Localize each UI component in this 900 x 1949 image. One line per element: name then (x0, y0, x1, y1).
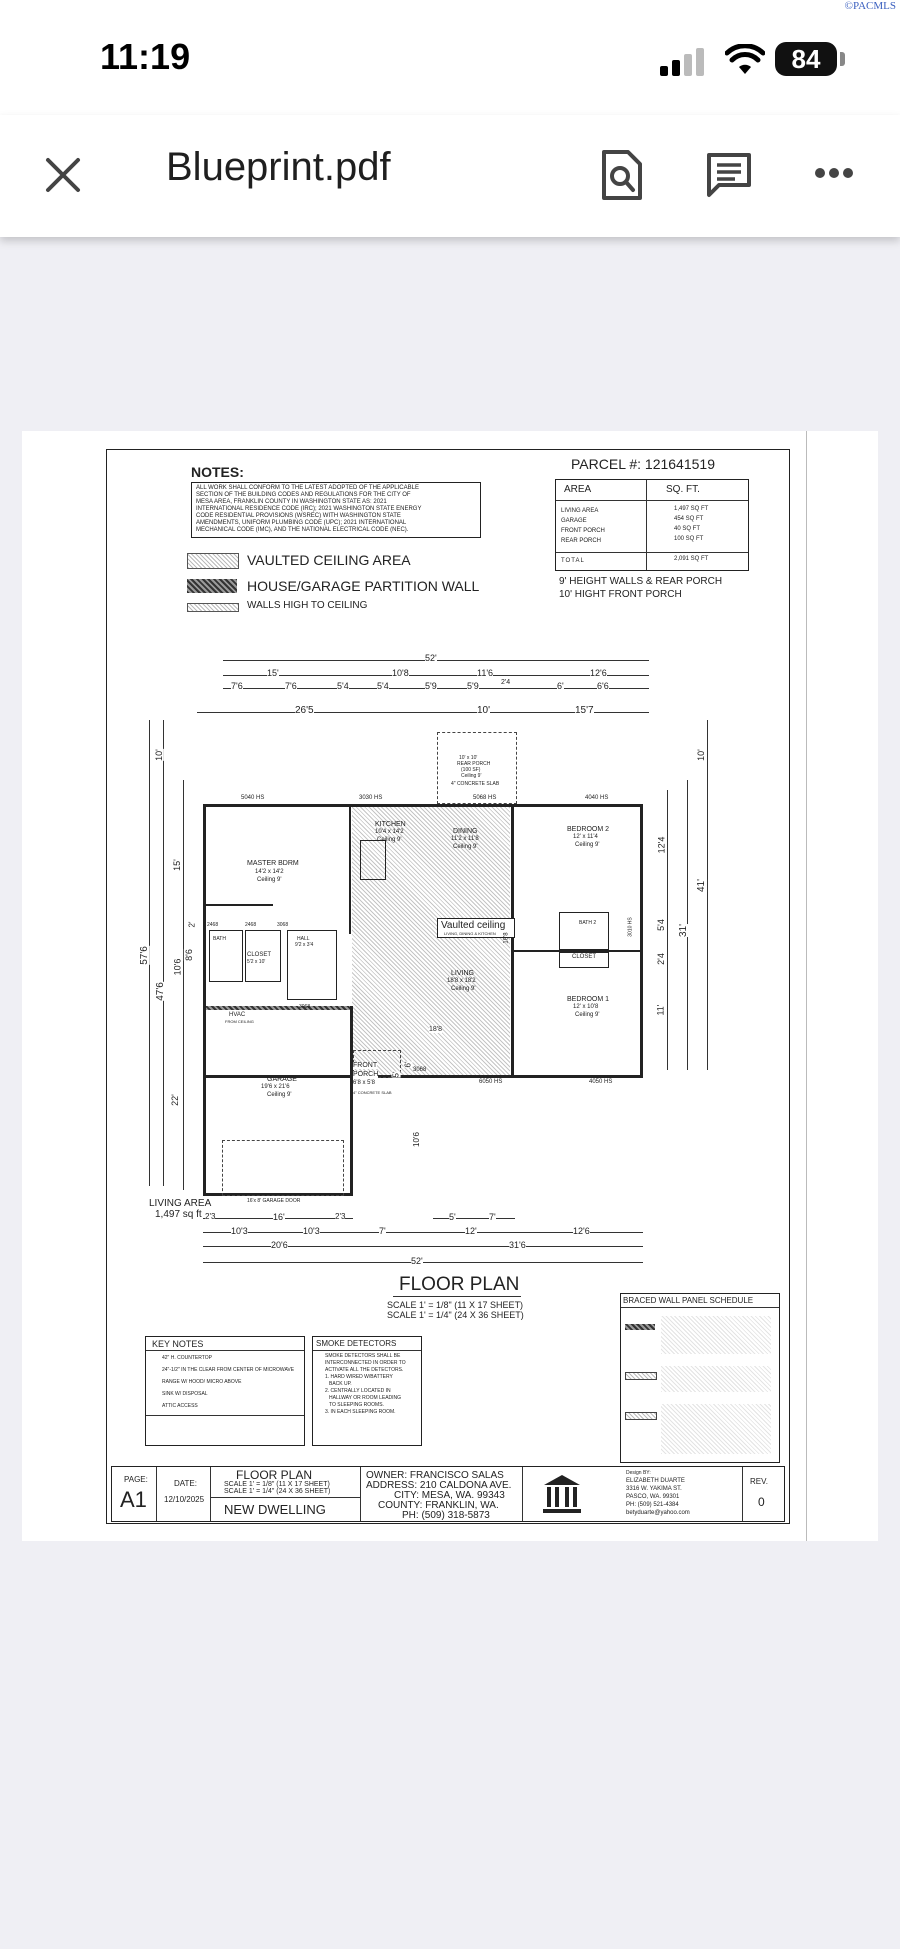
dim-line-bottom-3 (203, 1246, 643, 1247)
dim-line-bottom-overall (203, 1262, 643, 1263)
clock: 11:19 (100, 36, 191, 77)
dim-top-1: 10'8 (392, 668, 409, 678)
dim-right: 11' (655, 1004, 666, 1016)
dim-line-left-inner (183, 780, 184, 1190)
dim-bottom-1: 16' (273, 1212, 285, 1222)
dim-line-bottom-porch (433, 1218, 515, 1219)
dim-right: 41' (696, 878, 708, 893)
dim-bottom-1: 2'3 (205, 1212, 216, 1221)
living-area-value: 1,497 sq ft (155, 1209, 202, 1220)
floor-plan-title: FLOOR PLAN (399, 1274, 520, 1295)
floor-plan-scale: SCALE 1' = 1/8" (11 X 17 SHEET) (387, 1300, 524, 1310)
dim-top-3: 10' (477, 705, 491, 716)
smoke-title-rule (313, 1350, 421, 1351)
dim-top-2: 7'6 (231, 681, 243, 691)
dim-left: 22' (169, 1094, 180, 1106)
sheet-scale: SCALE 1' = 1/4" (24 X 36 SHEET) (224, 1488, 331, 1495)
rear-porch-label: REAR PORCH (457, 761, 491, 767)
smoke-line: SMOKE DETECTORS SHALL BE (325, 1353, 401, 1359)
room-bedroom2-size: 12' x 11'4 (573, 834, 598, 840)
dim-bottom-1: 2'3 (335, 1212, 346, 1221)
key-note: 24"-1/2" IN THE CLEAR FROM CENTER OF MICROWAVE (162, 1367, 295, 1373)
room-master-ceiling: Ceiling 9' (257, 877, 282, 883)
room-front-porch-label: PORCH (353, 1071, 379, 1078)
smoke-line: 2. CENTRALLY LOCATED IN (325, 1388, 391, 1394)
dim-inner: 18'8 (503, 932, 510, 944)
closet-left-label: CLOSET (247, 952, 272, 958)
sqft-header: SQ. FT. (666, 484, 700, 495)
wifi-icon (725, 44, 765, 76)
notes-line: SECTION OF THE BUILDING CODES AND REGULATIONS FOR THE CITY OF (196, 492, 411, 498)
dim-top-2: 7'6 (285, 681, 297, 691)
braced-swatch-1 (625, 1324, 655, 1330)
dim-bottom-2: 10'3 (303, 1226, 320, 1236)
room-bedroom2-ceiling: Ceiling 9' (575, 842, 600, 848)
dim-left: 10'6 (172, 958, 183, 976)
dim-left: 2' (187, 921, 197, 928)
smoke-line: HALLWAY OR ROOM LEADING (329, 1395, 402, 1401)
room-bedroom1-ceiling: Ceiling 9' (575, 1012, 600, 1018)
room-living-label: LIVING (451, 970, 474, 977)
rev-value: 0 (758, 1495, 765, 1509)
hvac-label: HVAC (229, 1012, 246, 1018)
dim-top-2: 5'9 (467, 681, 479, 691)
garage-door (222, 1140, 344, 1196)
address: ADDRESS: 210 CALDONA AVE. (366, 1480, 512, 1491)
partition-legend-swatch (187, 579, 237, 593)
wall-living-bedrooms (511, 804, 514, 1078)
wall-master-bottom (203, 904, 273, 906)
room-master-label: MASTER BDRM (247, 860, 299, 867)
dim-bottom-3: 31'6 (509, 1240, 526, 1250)
room-bedroom2-label: BEDROOM 2 (567, 826, 610, 833)
notes-line: ALL WORK SHALL CONFORM TO THE LATEST ADOPTED OF THE APPLICABLE (196, 485, 419, 491)
watermark: ©PACMLS (844, 0, 896, 12)
window-tag: 3010 HS (627, 917, 634, 937)
sheet-scale: SCALE 1' = 1/8" (11 X 17 SHEET) (224, 1481, 330, 1488)
dim-right: 2'4 (655, 953, 666, 965)
designer-line: 3316 W. YAKIMA ST. (626, 1486, 682, 1492)
living-area-label: LIVING AREA (149, 1198, 212, 1209)
owner: OWNER: FRANCISCO SALAS (366, 1470, 504, 1481)
designer-line: Design BY: (626, 1470, 651, 1476)
braced-title-rule (621, 1307, 779, 1308)
hall-size: 9'2 x 3'4 (295, 942, 314, 948)
area-header-rule (556, 500, 748, 501)
dim-bottom-porch: 7' (489, 1212, 496, 1222)
smoke-line: ACTIVATE ALL THE DETECTORS. (325, 1367, 404, 1373)
key-notes-footer-rule (146, 1415, 304, 1416)
window-tag: 6050 HS (479, 1079, 503, 1085)
area-header: AREA (564, 484, 592, 495)
area-row-value: 100 SQ FT (674, 536, 704, 542)
room-garage-size: 19'6 x 21'6 (261, 1084, 290, 1090)
smoke-line: 3. IN EACH SLEEPING ROOM. (325, 1409, 396, 1415)
title-divider (522, 1467, 523, 1521)
closet-left-size: 5'2 x 10' (247, 959, 266, 965)
notes-line: INTERNATIONAL RESIDENCE CODE (IRC); 2021 WASHINGTON STATE ENERGY (196, 506, 422, 512)
bath2-box (559, 912, 609, 950)
dim-left: 10' (153, 749, 164, 761)
floor-plan-underline (393, 1296, 521, 1297)
document-title: Blueprint.pdf (166, 145, 391, 189)
dim-right: 31' (678, 923, 690, 938)
room-garage-ceiling: Ceiling 9' (267, 1092, 292, 1098)
close-icon[interactable] (42, 154, 84, 196)
area-row-value: 454 SQ FT (674, 516, 704, 522)
braced-notes-2 (661, 1366, 771, 1392)
designer-line: betyduarte@yahoo.com (626, 1510, 690, 1516)
title-block (111, 1466, 785, 1522)
parcel-number: PARCEL #: 121641519 (571, 456, 715, 472)
rear-porch-label: (100 SF) (461, 767, 481, 773)
dim-bottom-2: 12'6 (573, 1226, 590, 1236)
key-note: ATTIC ACCESS (162, 1403, 198, 1409)
room-bedroom1-label: BEDROOM 1 (567, 996, 610, 1003)
dim-bottom-2: 12' (465, 1226, 477, 1236)
area-col-divider (646, 480, 647, 570)
hall-box (287, 930, 337, 1000)
phone: PH: (509) 318-5873 (402, 1510, 490, 1521)
dim-bottom-3: 20'6 (271, 1240, 288, 1250)
key-notes-rule (146, 1350, 304, 1351)
dim-top-overall: 52' (425, 653, 437, 663)
wall-master-kitchen (349, 804, 351, 934)
dim-top-1: 11'6 (477, 668, 494, 678)
front-slab-label: 4" CONCRETE SLAB (353, 1090, 392, 1095)
notes-line: MECHANICAL CODE (IMC), AND THE NATIONAL ELECTRICAL CODE (NEC). (196, 527, 409, 533)
area-row-label: FRONT PORCH (561, 528, 605, 534)
window-tag: 5040 HS (241, 795, 265, 801)
room-living-ceiling: Ceiling 9' (451, 986, 476, 992)
height-note: 10' HIGHT FRONT PORCH (559, 589, 682, 600)
room-bedroom1-size: 12' x 10'8 (573, 1004, 599, 1010)
room-garage-label: GARAGE (267, 1076, 297, 1083)
garage-door-label: 16'x 8' GARAGE DOOR (247, 1198, 301, 1204)
walls-high-legend-label: WALLS HIGH TO CEILING (247, 600, 368, 611)
notes-line: MESA AREA, FRANKLIN COUNTY IN WASHINGTON STATE AS: 2021 (196, 499, 387, 505)
window-tag: 3068 (299, 1004, 311, 1010)
braced-swatch-3 (625, 1412, 657, 1420)
notes-title: NOTES: (191, 464, 244, 480)
designer-line: ELIZABETH DUARTE (626, 1478, 685, 1484)
height-note: 9' HEIGHT WALLS & REAR PORCH (559, 576, 723, 587)
braced-wall-title: BRACED WALL PANEL SCHEDULE (623, 1296, 754, 1305)
find-in-document-icon[interactable] (600, 148, 644, 202)
key-notes-title: KEY NOTES (152, 1339, 204, 1349)
rear-porch-label: 10' x 10' (459, 755, 478, 761)
smoke-detectors-box (312, 1336, 422, 1446)
dim-inner: 5' (391, 1071, 401, 1078)
area-total-value: 2,091 SQ FT (674, 556, 709, 562)
dim-right: 12'4 (656, 836, 667, 854)
rear-porch-label: Ceiling 9' (461, 773, 482, 779)
dim-top-2: 6'6 (597, 681, 609, 691)
concrete-slab-label: 4" CONCRETE SLAB (451, 781, 500, 787)
room-kitchen-label: KITCHEN (375, 821, 406, 828)
page-label: PAGE: (124, 1475, 148, 1484)
floor-plan-scale: SCALE 1' = 1/4" (24 X 36 SHEET) (387, 1310, 524, 1320)
braced-notes-1 (661, 1316, 771, 1354)
area-row-value: 1,497 SQ FT (674, 506, 709, 512)
dim-top-2: 5'9 (425, 681, 437, 691)
date-value: 12/10/2025 (164, 1495, 205, 1504)
window-tag: 2468 (207, 922, 219, 928)
dim-line-top-1 (223, 675, 649, 676)
room-master-size: 14'2 x 14'2 (255, 869, 284, 875)
title-divider (156, 1467, 157, 1521)
area-row-label: GARAGE (561, 518, 587, 524)
title-divider (742, 1467, 743, 1521)
sheet-title: FLOOR PLAN (236, 1468, 313, 1482)
key-note: RANGE W/ HOOD/ MICRO ABOVE (162, 1379, 242, 1385)
dim-bottom-2: 7' (379, 1226, 386, 1236)
braced-notes-3 (661, 1404, 771, 1454)
dim-left: 15' (171, 859, 182, 871)
area-total-label: TOTAL (561, 558, 585, 564)
cellular-signal-icon (660, 48, 708, 76)
notes-line: AMENDMENTS, UNIFORM PLUMBING CODE (UPC); 2021 INTERNATIONAL (196, 520, 407, 526)
dim-left: 47'6 (154, 982, 166, 1001)
dim-right: 5'4 (655, 919, 666, 931)
dim-bottom-overall: 52' (411, 1256, 423, 1266)
window-tag: 5068 HS (473, 795, 497, 801)
date-label: DATE: (174, 1479, 197, 1488)
room-living-size: 18'8 x 18'2 (447, 978, 476, 984)
dim-line-left-mid (163, 720, 164, 1186)
window-tag: 3068 (413, 1067, 427, 1073)
dim-top-2: 5'4 (377, 681, 389, 691)
bath-label: BATH (213, 936, 226, 942)
notes-box (191, 482, 481, 538)
title-divider (360, 1467, 361, 1521)
title-divider (210, 1467, 211, 1521)
dim-top-2: 2'4 (501, 679, 511, 686)
dim-top-1: 15' (267, 668, 279, 678)
pdf-toolbar (0, 115, 900, 237)
closet-right-label: CLOSET (572, 954, 597, 960)
dim-top-3: 26'5 (295, 705, 314, 716)
dim-top-3: 15'7 (575, 705, 594, 716)
designer-line: PASCO, WA. 99301 (626, 1494, 680, 1500)
key-notes-box (145, 1336, 305, 1446)
area-table (555, 479, 749, 571)
partition-legend-label: HOUSE/GARAGE PARTITION WALL (247, 578, 480, 594)
area-total-rule (556, 552, 748, 553)
battery-icon: 84 (775, 42, 837, 76)
dim-right: 10' (695, 749, 706, 761)
smoke-line: 1. HARD WIRED W/BATTERY (325, 1374, 393, 1380)
room-front-porch-size: 6'8 x 5'8 (353, 1080, 375, 1086)
more-options-icon[interactable] (814, 167, 854, 179)
area-row-value: 40 SQ FT (674, 526, 701, 532)
smoke-line: INTERCONNECTED IN ORDER TO (325, 1360, 406, 1366)
vaulted-ceiling-label: Vaulted ceiling (441, 920, 506, 931)
walls-high-legend-swatch (187, 603, 239, 612)
title-rule (210, 1497, 360, 1498)
status-bar (0, 0, 900, 115)
window-tag: 3030 HS (359, 795, 383, 801)
designer-line: PH: (509) 521-4384 (626, 1502, 679, 1508)
dim-left: 57'6 (138, 946, 150, 965)
key-note: SINK W/ DISPOSAL (162, 1391, 208, 1397)
vaulted-legend-label: VAULTED CEILING AREA (247, 552, 411, 568)
city: CITY: MESA, WA. 99343 (394, 1490, 505, 1501)
window-tag: 2468 (245, 922, 257, 928)
window-tag: 4040 HS (585, 795, 609, 801)
key-note: 42" H. COUNTERTOP (162, 1355, 212, 1361)
braced-wall-schedule (620, 1293, 780, 1463)
dim-inner: 10'6 (411, 1132, 421, 1147)
smoke-line: TO SLEEPING ROOMS. (329, 1402, 384, 1408)
room-dining-label: DINING (453, 828, 478, 835)
area-row-label: LIVING AREA (561, 508, 599, 514)
room-kitchen-size: 10'4 x 14'2 (375, 829, 404, 835)
notes-line: CODE RESIDENTIAL PROVISIONS (WSREC) WITH WASHINGTON STATE (196, 513, 401, 519)
dim-bottom-2: 10'3 (231, 1226, 248, 1236)
blueprint-sheet (106, 449, 790, 1524)
room-dining-ceiling: Ceiling 9' (453, 844, 478, 850)
window-tag: 4050 HS (589, 1079, 613, 1085)
page-edge-line (806, 431, 807, 1541)
area-row-label: REAR PORCH (561, 538, 602, 544)
vaulted-ceiling-sub: LIVING, DINING & KITCHEN (444, 931, 496, 936)
smoke-title: SMOKE DETECTORS (316, 1339, 397, 1348)
project-name: NEW DWELLING (224, 1502, 326, 1517)
dim-left: 8'6 (183, 949, 194, 961)
designer-logo (540, 1471, 584, 1515)
dim-top-2: 6' (557, 681, 564, 691)
dim-bottom-porch: 5' (449, 1212, 456, 1222)
kitchen-island (360, 840, 386, 880)
hvac-label-sub: FROM CEILING (225, 1019, 254, 1024)
bath2-label: BATH 2 (579, 920, 597, 926)
vaulted-legend-swatch (187, 553, 239, 569)
dim-inner: 18'8 (429, 1026, 443, 1033)
page-number: A1 (120, 1487, 147, 1512)
comment-icon[interactable] (705, 151, 753, 201)
rev-label: REV. (750, 1477, 768, 1486)
battery-nub (840, 52, 845, 66)
hall-label: HALL (297, 936, 310, 942)
window-tag: 3068 (277, 922, 289, 928)
braced-swatch-2 (625, 1372, 657, 1380)
smoke-line: BACK UP. (329, 1381, 352, 1387)
county: COUNTY: FRANKLIN, WA. (378, 1500, 499, 1511)
dim-line-right-inner (667, 790, 668, 1070)
dim-line-right-outer (707, 720, 708, 1070)
room-front-porch-label: FRONT (353, 1062, 378, 1069)
room-dining-size: 11'2 x 11'8 (451, 836, 479, 842)
room-kitchen-ceiling: Ceiling 9' (377, 837, 402, 843)
dim-top-1: 12'6 (590, 668, 607, 678)
dim-inner: 6' (403, 1061, 413, 1068)
dim-top-2: 5'4 (337, 681, 349, 691)
